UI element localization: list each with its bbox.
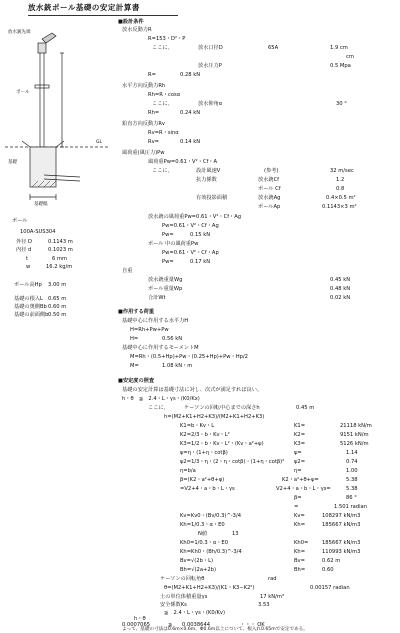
koko: ここに、 — [152, 168, 173, 174]
pole-row-value: 16.2 kg/m — [46, 264, 73, 270]
h-formula: H=Rh+Pw+Pw — [130, 327, 169, 333]
pole-row: t — [26, 256, 29, 262]
coef-key: = — [294, 504, 299, 510]
footing-width-label: 基礎幅 — [34, 202, 48, 207]
m-res: M= — [130, 363, 139, 369]
h-title: 基礎中心に作用する水平力H — [122, 318, 189, 324]
check-formula: ≦ 2.4・L・γs・(K0/Kv) — [164, 610, 225, 616]
coef-key: N値 — [198, 531, 208, 537]
coef-val: 9151 kN/m — [340, 432, 369, 438]
footing-label: 基礎 — [8, 160, 17, 165]
coef-key: K3= — [294, 441, 306, 447]
Rh-label: Rh= — [148, 110, 160, 116]
wind-formula: 風荷重Pw=0.61・V²・Cf・A — [148, 159, 218, 165]
coef-val: 0.60 — [322, 567, 334, 573]
h-val: 0.56 kN — [162, 336, 183, 342]
coef-key: Bv= — [294, 558, 305, 564]
pole-row: 基礎の前面側b — [14, 312, 49, 318]
coef-val: 13 — [232, 531, 239, 537]
horiz-title: 水平方向反動力Rh — [122, 83, 166, 89]
pole-row: 外径 D — [16, 239, 33, 245]
pole-cf-name: ポール Cf — [258, 186, 281, 192]
design-wind-val: 32 m/sec — [330, 168, 354, 174]
pole-row-value: 0.1143 m — [48, 239, 73, 245]
wind-title: 風荷重(風圧力)Pw — [122, 150, 165, 156]
coef-val: 1.00 — [346, 468, 358, 474]
coef-key: Kh= — [294, 549, 306, 555]
title-underline — [28, 15, 178, 16]
coef-key: Kh= — [294, 522, 306, 528]
theta-title: ケーソンの回転角θ — [160, 576, 205, 582]
coef-formula: K1=b・Kv・L — [180, 423, 215, 429]
coef-formula: K2=2/3・b・Kv・L² — [180, 432, 230, 438]
section-design-conditions: ■設計条件 — [118, 19, 144, 25]
stab-intro: 基礎の安定計算は基礎寸法に対し、次式が満足すれば良い。 — [122, 387, 263, 393]
koko: ここに、 — [152, 45, 173, 51]
depth-val: 0.45 m — [296, 405, 315, 411]
coef-val: 1.14 — [346, 450, 358, 456]
check-right-val: 0.0038644 — [182, 622, 211, 628]
check-le: ≦ — [168, 622, 173, 628]
self-pole-val: 0.48 kN — [330, 286, 351, 292]
pole-material: 100A-SUS304 — [20, 229, 56, 235]
pole-row-value: 3.00 m — [48, 282, 67, 288]
Rh-val: 0.24 kN — [180, 110, 201, 116]
nozzle-dia-num: 1.9 cm — [330, 45, 348, 51]
coef-val: 5126 kN/m — [340, 441, 369, 447]
section-stability: ■安定度の照査 — [118, 378, 155, 384]
elev-label: 放水仰角α — [198, 101, 223, 107]
coef-formula: ψ2=1/3・η・(2・η・cotβ)・(1+η・cotβ)² — [180, 459, 285, 465]
coef-formula: β=(K2・a²+θ+ψ) — [180, 477, 225, 483]
coef-key: Bh= — [294, 567, 306, 573]
pole-row-value: 0.65 m — [48, 296, 67, 302]
pole-wind: ポール 中の風荷重Pw — [148, 241, 199, 247]
pole-label: ポール — [16, 90, 30, 95]
m-val: 1.08 kN・m — [162, 363, 193, 369]
coef-formula: K3=1/2・b・Kv・L²・(Kv・a²+ψ) — [180, 441, 264, 447]
self-gun-val: 0.45 kN — [330, 277, 351, 283]
m-title: 基礎中心に作用するモーメントM — [122, 345, 199, 351]
coef-val: 108297 kN/m3 — [322, 513, 361, 519]
coef-val: 5.38 — [346, 477, 358, 483]
coef-key: ψ= — [294, 450, 302, 456]
coef-formula: Kh=1/0.3・α・E0 — [180, 522, 225, 528]
pole-row-value: 0.50 m — [48, 312, 67, 318]
cf-name: 放水銃Cf — [258, 177, 280, 183]
h-def-formula: h=(M2+K1+H2+K3)/(M2+K1+H2+K3) — [164, 414, 265, 420]
conclusion: よって、基礎の寸法は0.6m×0.6m、Φ0.6m以上について、根入れ0.65mで安定である。 — [122, 627, 308, 632]
coef-key: Kv= — [294, 513, 305, 519]
coef-val: 86 ° — [346, 495, 357, 501]
pressure: 放水圧力P — [198, 63, 222, 69]
coef-key: K2・a²+θ+ψ= — [282, 477, 319, 483]
coef-formula: ψ=η・(1+η・cotβ) — [180, 450, 228, 456]
coef-formula: Kv=Kv0・(Bv/0.3)^-3/4 — [180, 513, 242, 519]
pole-wind-res: Pw= — [162, 259, 174, 265]
self-total-val: 0.02 kN — [330, 295, 351, 301]
section-loads: ■作用する荷重 — [118, 309, 155, 315]
pole-row-value: 0.60 m — [48, 304, 67, 310]
design-wind: 設計風速V — [196, 168, 221, 174]
gamma-val: 17 kN/m³ — [260, 594, 285, 600]
coef-val: 0.74 — [346, 459, 358, 465]
gun-wind-val: 0.15 kN — [190, 232, 211, 238]
pole-row: 基礎の根入L — [14, 296, 43, 302]
coef-key: β= — [294, 495, 302, 501]
self-title: 自重 — [122, 268, 133, 274]
area-gun: 放水銃Ag — [258, 195, 281, 201]
safety-label: 安全係数Ks — [160, 602, 187, 608]
coef-val: 185667 kN/m3 — [322, 540, 361, 546]
theta-unit: rad — [268, 576, 277, 582]
coef-formula: η=b/a — [180, 468, 196, 474]
coef-val: 185667 kN/m3 — [322, 522, 361, 528]
coef-val: 21118 kN/m — [340, 423, 372, 429]
gun-wind: 放水銃の風荷重Pw=0.61・V²・Cf・Ag — [148, 214, 242, 220]
self-pole: ポール重量Wp — [148, 286, 183, 292]
pole-heading: ポール — [12, 218, 28, 224]
coef-key: ψ2= — [294, 459, 306, 465]
check-left-label: h・θ — [134, 616, 146, 622]
nozzle-dia-unit: cm — [346, 54, 354, 60]
pole-row: 基礎の奥側Bb — [14, 304, 47, 310]
pole-cf-val: 0.8 — [336, 186, 345, 192]
h-res: H= — [130, 336, 139, 342]
depth-txt: ケーソンの回転中心までの深さh — [184, 405, 260, 411]
gun-wind-res: Pw= — [162, 232, 174, 238]
coef-formula: =V2+4・a・b・L・γs — [180, 486, 235, 492]
theta-val: 0.00157 radian — [310, 585, 350, 591]
theta-formula: θ=(M2+K1+H2+K3)/(K1・K3−K2²) — [164, 585, 255, 591]
pole-row: 内径 d — [16, 247, 32, 253]
pole-row-value: 6 mm — [52, 256, 68, 262]
area-pole: ポールAp — [258, 204, 281, 210]
coef-key: K2= — [294, 432, 306, 438]
reaction-title: 放水反動力R — [122, 27, 152, 33]
pole-wind-val: 0.17 kN — [190, 259, 211, 265]
gamma-label: 土の単位体積重量γs — [160, 594, 208, 600]
coef-key: K1= — [294, 423, 306, 429]
R-val: 0.28 kN — [180, 72, 201, 78]
check-left-val: 0.0007065 — [122, 622, 151, 628]
coef-formula: Bh=√(2a+2b) — [180, 567, 216, 573]
coef-key: Kh0= — [294, 540, 309, 546]
Rv-formula: Rv=R・sinα — [148, 130, 179, 136]
coef-formula: Bv=√(2b・L) — [180, 558, 213, 564]
area-gun-val: 0.4×0.5 m² — [326, 195, 356, 201]
nozzle-dia-size: 65A — [268, 45, 279, 51]
pole-row-value: 0.1023 m — [48, 247, 73, 253]
coef-val: 5.38 — [346, 486, 358, 492]
coef-val: 0.62 m — [322, 558, 341, 564]
area-label: 有効投影面積 — [196, 195, 228, 201]
self-total: 合計Wt — [148, 295, 166, 301]
area-pole-val: 0.1143×3 m² — [322, 204, 357, 210]
nozzle-label: 放水銃先端 — [8, 30, 31, 35]
design-wind-note: (参考) — [264, 168, 279, 174]
koko: ここに、 — [152, 101, 173, 107]
formula-R: R=153・D²・P — [148, 36, 186, 42]
coef-val: 1.501 radian — [334, 504, 368, 510]
coef-key: V2+4・a・b・L・γs= — [276, 486, 331, 492]
m-formula: M=Rh・(0.5+Hp)+Pw・(0.25+Hp)+Pw・Hp/2 — [130, 354, 248, 360]
gl-label: GL — [96, 140, 102, 145]
coef-key: η= — [294, 468, 302, 474]
safety-val: 3.53 — [258, 602, 270, 608]
pressure-val: 0.5 Mpa — [330, 63, 351, 69]
document-title: 放水銃ポール基礎の安定計算書 — [28, 3, 140, 12]
Rv-val: 0.14 kN — [180, 139, 201, 145]
force-coef: 抗力係数 — [196, 177, 217, 183]
Rv-label: Rv= — [148, 139, 160, 145]
pole-wind-2: Pw=0.61・V²・Cf・Ap — [162, 250, 219, 256]
coef-formula: Kh0=1/0.3・α・E0 — [180, 540, 229, 546]
vert-title: 鉛直方向反動力Rv — [122, 121, 165, 127]
R-label: R= — [148, 72, 156, 78]
pole-elevation-drawing — [0, 25, 115, 215]
coef-formula: Kh=Kh0・(Bh/0.3)^-3/4 — [180, 549, 242, 555]
Rh-formula: Rh=R・cosα — [148, 92, 181, 98]
pole-row: ポール高Hp — [14, 282, 42, 288]
check-ok: ・・・ OK — [240, 622, 265, 628]
stab-inequality: h・θ ≦ 2.4・L・γs・(K0/Kx) — [122, 396, 200, 402]
self-gun: 放水銃重量Wg — [148, 277, 183, 283]
koko: ここに、 — [148, 405, 169, 411]
gun-wind-2: Pw=0.61・V²・Cf・Ag — [162, 223, 219, 229]
elev-val: 30 ° — [336, 101, 347, 107]
nozzle-dia: 放水口径D — [198, 45, 223, 51]
pole-row: w — [26, 264, 31, 270]
coef-val: 110993 kN/m3 — [322, 549, 361, 555]
cf-val: 1.2 — [336, 177, 345, 183]
